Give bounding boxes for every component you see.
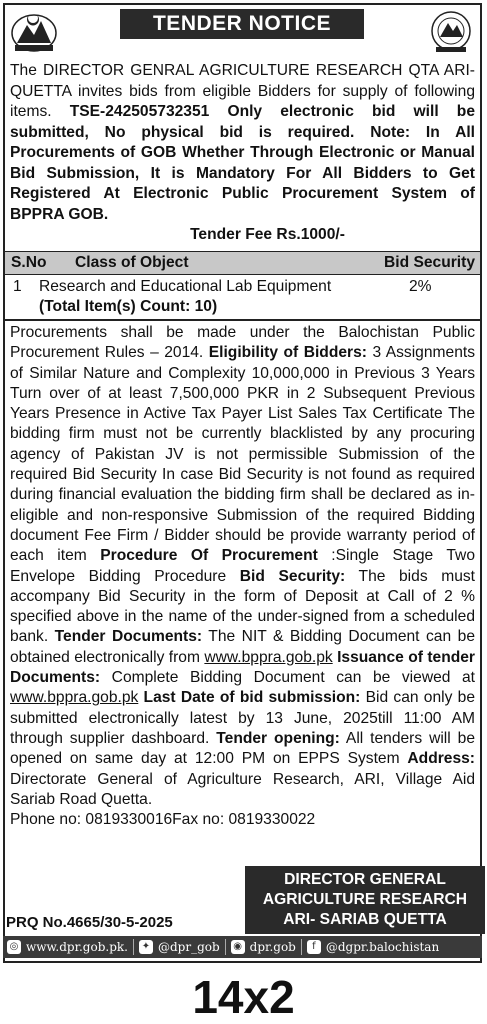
footer-web[interactable]: www.dpr.gob.pk. [26,940,128,954]
col-class: Class of Object [75,254,189,271]
page-title: TENDER NOTICE [120,9,364,39]
signature-line: AGRICULTURE RESEARCH [262,891,468,908]
body-text: Bid can only be submitted electronically latest by 13 June, 2025till 11:00 AM through supplier dashboard. [10,689,475,747]
body-text: Complete Bidding Document can be viewed at [100,669,475,687]
tender-body [5,323,480,830]
facebook-icon: f [307,940,321,954]
signature-line: ARI- SARIAB QUETTA [283,911,447,928]
intro-paragraph [5,61,480,225]
table-header [5,251,480,275]
balochistan-emblem-icon [9,9,59,53]
footer-facebook[interactable]: @dgpr.balochistan [325,940,440,954]
instagram-icon: ◉ [231,940,245,954]
footer-twitter[interactable]: @dpr_gob [157,940,220,954]
row-sno: 1 [13,278,22,295]
phone-fax: Phone no: 0819330016Fax no: 0819330022 [10,811,316,829]
tender-notice [3,3,482,963]
body-text: Directorate General of Agriculture Research, ARI, Village Aid Sariab Road Quetta. [10,770,475,808]
issuance-heading: Issuance of tender Documents: [10,648,476,687]
notice-header [5,5,480,57]
procedure-heading: Procedure Of Procurement [100,547,318,565]
eligibility-heading: Eligibility of Bidders: [208,344,367,362]
bid-security-heading: Bid Security: [239,567,346,585]
prq-number: PRQ No.4665/30-5-2025 [6,914,173,931]
signature-block [245,866,485,934]
body-text: Procurements shall be made under the Balochistan Public Procurement Rules – 2014. [10,324,475,362]
body-text: The bids must accompany Bid Security in the form of Deposit at Call of 2 % specified above in the name of the under-signed from a scheduled bank. [10,567,476,646]
bppra-link[interactable]: www.bppra.gob.pk [10,689,139,707]
last-date-heading: Last Date of bid submission: [138,689,361,707]
body-text: All tenders will be opened on same day at 12:00 PM on EPPS System [10,729,475,768]
intro-text: The DIRECTOR GENRAL AGRICULTURE RESEARCH QTA ARI-QUETTA invites bids from eligible Bidders for supply of following items. [10,62,475,120]
col-sno: S.No [11,254,47,271]
web-icon: ◎ [7,940,21,954]
intro-bold-text: TSE-242505732351 Only electronic bid will be submitted, No physical bid is required. Note: In All Procurements of GOB Whether Through Electronic or Manual Bid Submission, It is Mandatory For All Bidders to Get Registered At Electronic Public Procurement System of BPPRA GOB. [10,103,475,223]
row-count: (Total Item(s) Count: 10) [39,298,218,315]
address-heading: Address: [407,750,475,768]
tender-opening-heading: Tender opening: [216,729,340,747]
row-item: Research and Educational Lab Equipment [39,278,332,295]
divider [225,939,226,955]
tender-fee: Tender Fee Rs.1000/- [190,226,345,243]
body-text: :Single Stage Two Envelope Bidding Procedure [10,547,475,585]
body-text: 3 Assignments of Similar Nature and Complexity 10,000,000 in Previous 3 Years Turn over of at least 7,500,000 PKR in 2 Subsequent Previous Years Presence in Active Tax Payer List Sales Tax Certificate The bidding firm must not be currently blacklisted by any procuring agency of Pakistan JV is not permissible Submission of the required Bid Security In case Bid Security is not found as required during financial evaluation the bidding firm shall be declared as in-eligible and non-responsive Submission of the required Bidding document Fee Firm / Bidder should be provide warranty period of each item [10,344,475,565]
table-row [5,275,480,321]
signature-line: DIRECTOR GENERAL [284,871,446,888]
divider [133,939,134,955]
tender-documents-heading: Tender Documents: [54,628,203,646]
footer-instagram[interactable]: dpr.gob [249,940,296,954]
divider [301,939,302,955]
body-text: The NIT & Bidding Document can be obtained electronically from [10,628,475,666]
bppra-link[interactable]: www.bppra.gob.pk [204,648,333,666]
twitter-icon: ✦ [139,940,153,954]
row-security: 2% [409,278,432,295]
agriculture-logo-icon [426,9,476,53]
footer-bar [3,936,482,958]
col-security: Bid Security [384,254,475,271]
ad-size-label: 14x2 [192,971,295,1023]
